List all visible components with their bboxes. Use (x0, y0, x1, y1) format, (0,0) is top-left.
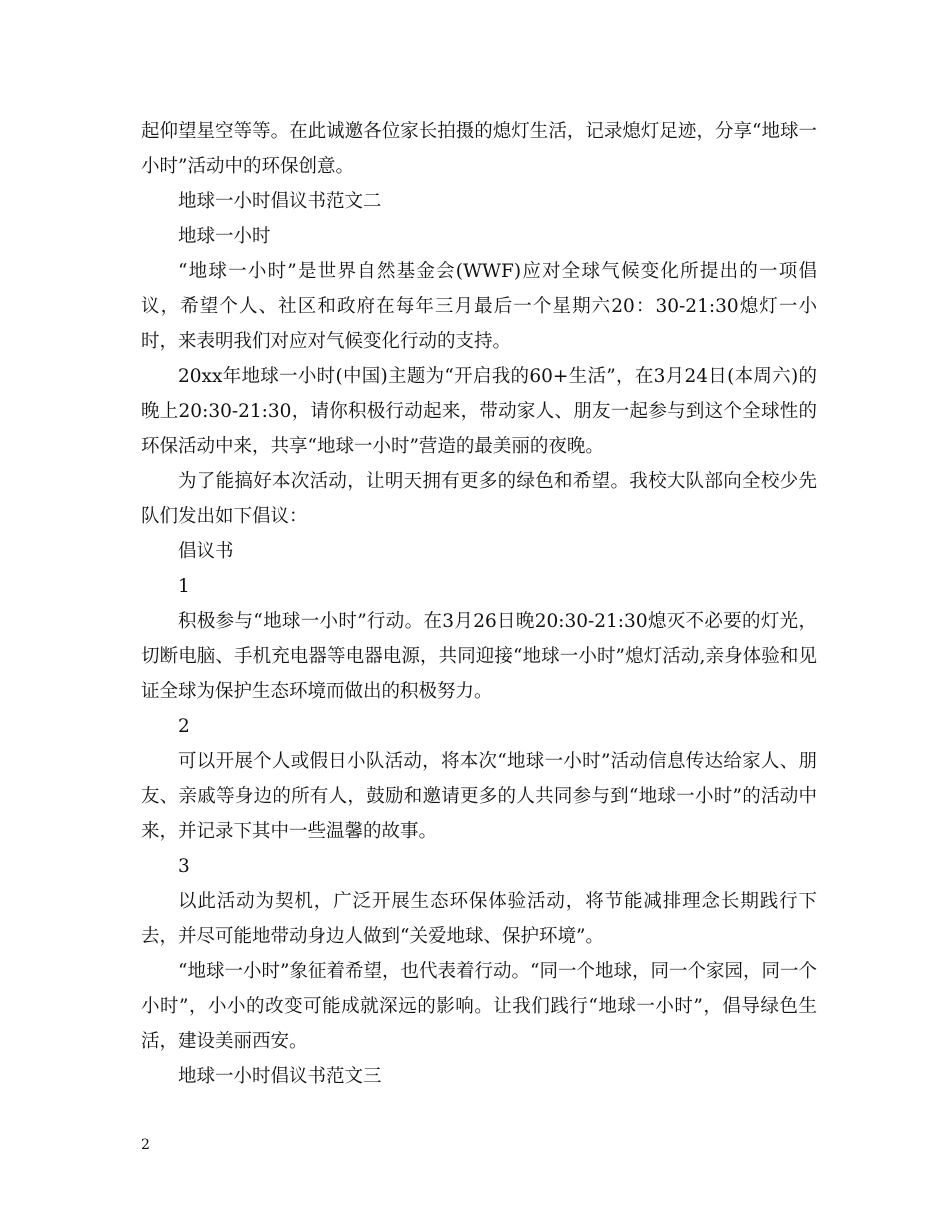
item-number-2: 2 (178, 716, 190, 737)
item-number-3: 3 (178, 856, 190, 877)
item-text-3: 以此活动为契机，广泛开展生态环保体验活动，将节能减排理念长期践行下去，并尽可能地带动身边人做到“关爱地球、保护环境”。 (141, 891, 817, 947)
paragraph-purpose: 为了能搞好本次活动，让明天拥有更多的绿色和希望。我校大队部向全校少先队们发出如下倡议： (141, 471, 817, 527)
subheading-earth-hour: 地球一小时 (178, 226, 271, 247)
section-heading-sample-two: 地球一小时倡议书范文二 (178, 191, 382, 212)
paragraph-conclusion: “地球一小时”象征着希望，也代表着行动。“同一个地球，同一个家园，同一个小时”，小小的改变可能成就深远的影响。让我们践行“地球一小时”，倡导绿色生活，建设美丽西安。 (141, 961, 817, 1052)
paragraph-wwf-intro: “地球一小时”是世界自然基金会(WWF)应对全球气候变化所提出的一项倡议，希望个人、社区和政府在每年三月最后一个星期六20：30-21:30熄灯一小时，来表明我们对应对气候变化行动的支持。 (141, 261, 817, 352)
paragraph-continuation: 起仰望星空等等。在此诚邀各位家长拍摄的熄灯生活，记录熄灯足迹，分享“地球一小时”活动中的环保创意。 (141, 121, 817, 177)
paragraph-theme: 20xx年地球一小时(中国)主题为“开启我的60+生活”，在3月24日(本周六)的晚上20:30-21:30，请你积极行动起来，带动家人、朋友一起参与到这个全球性的环保活动中来，共享“地球一小时”营造的最美丽的夜晚。 (141, 366, 817, 457)
item-text-1: 积极参与“地球一小时”行动。在3月26日晚20:30-21:30熄灭不必要的灯光，切断电脑、手机充电器等电器电源，共同迎接“地球一小时”熄灯活动,亲身体验和见证全球为保护生态环境而做出的积极努力。 (141, 611, 817, 702)
item-number-1: 1 (178, 576, 190, 597)
section-heading-sample-three: 地球一小时倡议书范文三 (178, 1066, 382, 1087)
heading-proposal: 倡议书 (178, 541, 234, 562)
item-text-2: 可以开展个人或假日小队活动，将本次“地球一小时”活动信息传达给家人、朋友、亲戚等身边的所有人，鼓励和邀请更多的人共同参与到“地球一小时”的活动中来，并记录下其中一些温馨的故事。 (141, 751, 817, 842)
document-body (141, 114, 817, 1094)
page-number: 2 (141, 1137, 150, 1153)
